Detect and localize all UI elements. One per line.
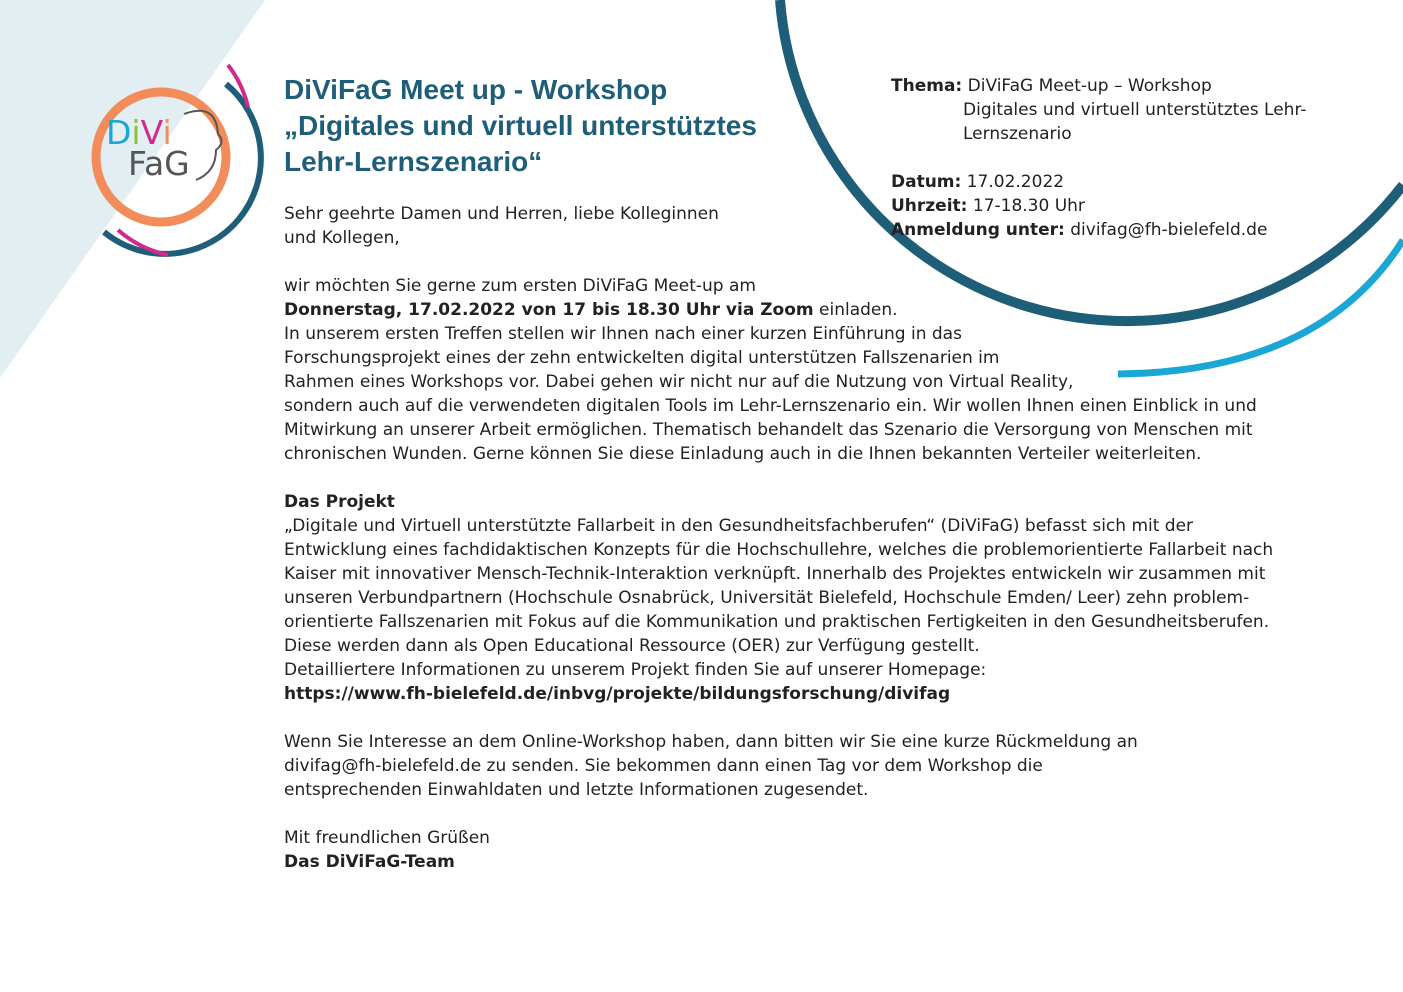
- intro-line-2-rest: einladen.: [813, 300, 898, 320]
- intro-line-2: [284, 298, 1294, 322]
- spacer: [284, 466, 1294, 490]
- project-line-5: orientierte Fallszenarien mit Fokus auf die Kommunikation und praktischen Fertigkeiten in den Gesundheitsberufen.: [284, 612, 1270, 632]
- spacer: [284, 802, 1294, 826]
- project-line-6: Diese werden dann als Open Educational Ressource (OER) zur Verfügung gestellt.: [284, 636, 980, 656]
- datum-label: Datum:: [891, 172, 962, 192]
- project-line-3: Kaiser mit innovativer Mensch-Technik-Interaktion verknüpft. Innerhalb des Projektes entwickeln wir zusammen mit: [284, 564, 1266, 584]
- thema-line-2: Digitales und virtuell unterstütztes Lehr-: [963, 100, 1307, 120]
- intro-line-7: Mitwirkung an unserer Arbeit ermöglichen. Thematisch behandelt das Szenario die Versorgung von Menschen mit: [284, 420, 1253, 440]
- letter-body: [284, 202, 1294, 874]
- page-title: [284, 72, 804, 180]
- project-line-7: Detailliertere Informationen zu unserem Projekt finden Sie auf unserer Homepage:: [284, 660, 987, 680]
- intro-line-5: Rahmen eines Workshops vor. Dabei gehen wir nicht nur auf die Nutzung von Virtual Reality,: [284, 372, 1074, 392]
- logo-text-fag: FaG: [128, 144, 190, 183]
- divifag-logo: [66, 62, 266, 262]
- uhrzeit-value: 17-18.30 Uhr: [972, 196, 1085, 216]
- project-heading: Das Projekt: [284, 492, 395, 512]
- event-date-time: Donnerstag, 17.02.2022 von 17 bis 18.30 Uhr via Zoom: [284, 300, 814, 320]
- thema-row: [891, 74, 1361, 98]
- title-line-3: Lehr-Lernszenario“: [284, 146, 543, 177]
- thema-line-3: Lernszenario: [963, 124, 1072, 144]
- spacer: [284, 706, 1294, 730]
- intro-line-4: Forschungsprojekt eines der zehn entwickelten digital unterstützen Fallszenarien im: [284, 348, 1000, 368]
- spacer: [284, 250, 1294, 274]
- spacer: [891, 146, 1361, 170]
- datum-row: [891, 170, 1361, 194]
- interest-line-2: divifag@fh-bielefeld.de zu senden. Sie bekommen dann einen Tag vor dem Workshop die: [284, 756, 1043, 776]
- thema-value: DiViFaG Meet-up – Workshop: [967, 76, 1212, 96]
- intro-line-6: sondern auch auf die verwendeten digitalen Tools im Lehr-Lernszenario ein. Wir wollen Ihnen einen Einblick in und: [284, 396, 1257, 416]
- thema-label: Thema:: [891, 76, 963, 96]
- signature: Das DiViFaG-Team: [284, 852, 455, 872]
- project-line-1: „Digitale und Virtuell unterstützte Fallarbeit in den Gesundheitsfachberufen“ (DiViFaG) befasst sich mit der: [284, 516, 1194, 536]
- greeting-line-2: und Kollegen,: [284, 228, 400, 248]
- uhrzeit-label: Uhrzeit:: [891, 196, 968, 216]
- interest-line-3: entsprechenden Einwahldaten und letzte Informationen zugesendet.: [284, 780, 869, 800]
- intro-line-1: wir möchten Sie gerne zum ersten DiViFaG Meet-up am: [284, 276, 756, 296]
- anmeldung-email: divifag@fh-bielefeld.de: [1070, 220, 1268, 240]
- project-homepage-link[interactable]: https://www.fh-bielefeld.de/inbvg/projekte/bildungsforschung/divifag: [284, 684, 951, 704]
- anmeldung-label: Anmeldung unter:: [891, 220, 1065, 240]
- interest-line-1: Wenn Sie Interesse an dem Online-Workshop haben, dann bitten wir Sie eine kurze Rückmeldung an: [284, 732, 1138, 752]
- project-line-2: Entwicklung eines fachdidaktischen Konzepts für die Hochschullehre, welches die problemorientierte Fallarbeit nach: [284, 540, 1274, 560]
- title-line-2: „Digitales und virtuell unterstütztes: [284, 110, 757, 141]
- intro-line-3: In unserem ersten Treffen stellen wir Ihnen nach einer kurzen Einführung in das: [284, 324, 962, 344]
- logo-text-divi: DiVi: [106, 113, 172, 152]
- project-line-4: unseren Verbundpartnern (Hochschule Osnabrück, Universität Bielefeld, Hochschule Emden/ Leer) zehn problem-: [284, 588, 1250, 608]
- closing-line: Mit freundlichen Grüßen: [284, 828, 490, 848]
- greeting-line-1: Sehr geehrte Damen und Herren, liebe Kolleginnen: [284, 204, 719, 224]
- intro-line-8: chronischen Wunden. Gerne können Sie diese Einladung auch in die Ihnen bekannten Verteiler weiterleiten.: [284, 444, 1202, 464]
- datum-value: 17.02.2022: [966, 172, 1065, 192]
- title-line-1: DiViFaG Meet up - Workshop: [284, 74, 668, 105]
